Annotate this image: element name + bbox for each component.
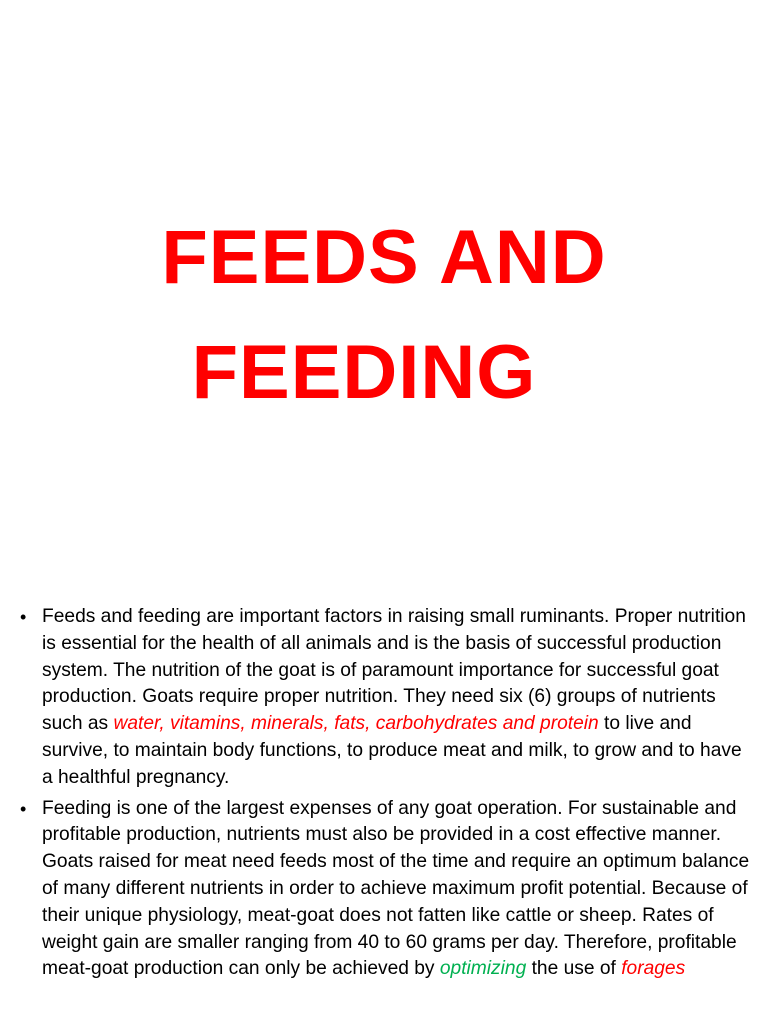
title-line-2: FEEDING (191, 330, 537, 415)
bullet-text-continued: to live and survive, to maintain body functions, to produce meat and milk, to grow and to have a healthful pregnancy. (42, 713, 742, 788)
slide-title (0, 200, 768, 430)
title-line-1: FEEDS AND (161, 215, 607, 300)
bullet-icon: • (20, 607, 27, 627)
bullet-text: Feeding is one of the largest expenses of any goat operation. For sustainable and profitable production, nutrients must also be provided in a cost effective manner. Goats raised for meat need feeds most of the time and require an optimum balance of many different nutrients in order to achieve maximum profit potential. Because of their unique physiology, meat-goat does not fatten like cattle or sheep. Rates of weight gain are smaller ranging from 40 to 60 grams per day. Therefore, profitable meat-goat production can only be achieved by (42, 797, 750, 980)
bullet-list (20, 604, 750, 987)
bullet-item-feeding-costs (20, 796, 750, 984)
forages-highlight: forages (621, 958, 686, 980)
bullet-text-continued: the use of (526, 958, 622, 980)
bullet-text: Feeds and feeding are important factors in raising small ruminants. Proper nutrition is essential for the health of all animals and is the basis of successful production system. The nutrition of the goat is of paramount importance for successful goat production. Goats require proper nutrition. They need six (6) groups of nutrients such as (42, 606, 746, 735)
nutrients-highlight: water, vitamins, minerals, fats, carbohydrates and protein (113, 713, 599, 735)
bullet-item-nutrition (20, 604, 750, 792)
optimizing-highlight: optimizing (439, 958, 527, 980)
bullet-icon: • (20, 798, 27, 819)
